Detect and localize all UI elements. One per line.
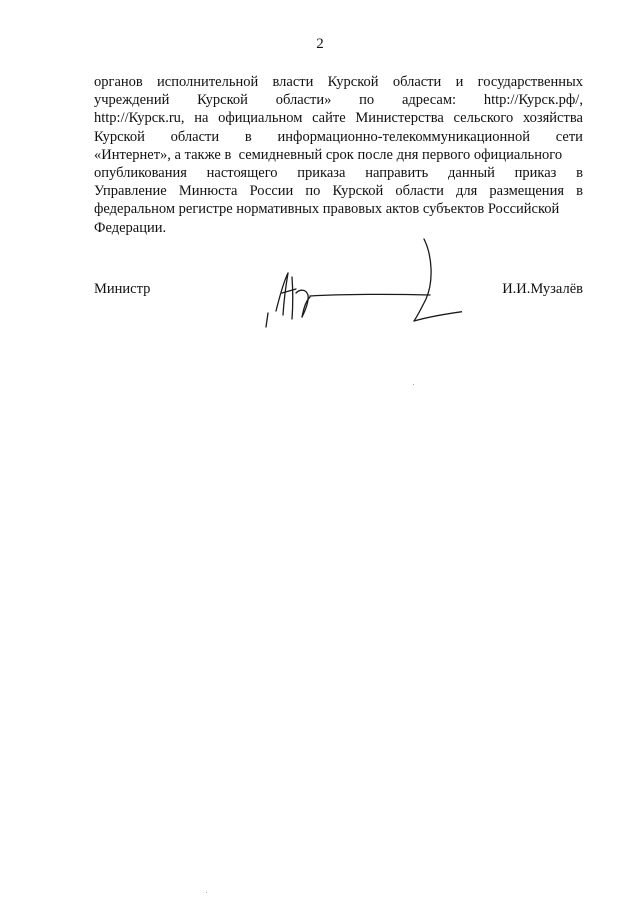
word: сайте xyxy=(312,110,346,127)
word: данный xyxy=(448,165,495,182)
word: http://Курск.рф/, xyxy=(483,92,583,109)
text-line-9: Федерации. xyxy=(94,219,167,236)
word: Курской xyxy=(327,74,379,90)
word: Министерства xyxy=(355,110,444,127)
word: по xyxy=(305,183,321,200)
word: размещения xyxy=(489,183,565,200)
word: Управление xyxy=(94,183,167,200)
word: области» xyxy=(275,92,332,109)
word: настоящего xyxy=(206,165,278,182)
text-line-1 xyxy=(94,73,583,91)
word: России xyxy=(249,183,294,200)
word: исполнительной xyxy=(157,74,259,90)
signatory-name: И.И.Музалёв xyxy=(502,281,583,297)
word: адресам: xyxy=(401,92,457,109)
word: по xyxy=(359,92,375,109)
word: официальном xyxy=(218,110,303,127)
word: в xyxy=(244,128,252,145)
word: Курской xyxy=(94,128,145,145)
word: Курской xyxy=(332,183,384,200)
word: на xyxy=(194,110,209,127)
signatory-title: Министр xyxy=(94,281,151,297)
word: опубликования xyxy=(94,165,187,182)
text-line-4 xyxy=(94,128,583,146)
word: органов xyxy=(94,74,143,90)
word: сети xyxy=(555,128,583,145)
scan-speck xyxy=(206,892,207,893)
word: http://Курск.ru, xyxy=(94,110,185,127)
page-number: 2 xyxy=(316,36,324,52)
word: в xyxy=(576,165,583,182)
word: Курской xyxy=(197,92,248,109)
text-line-6 xyxy=(94,164,583,182)
word: области xyxy=(395,183,444,200)
word: Минюста xyxy=(178,183,238,200)
word: в xyxy=(576,183,583,200)
body-paragraph xyxy=(94,73,583,237)
word: направить xyxy=(365,165,429,182)
word: для xyxy=(456,183,478,200)
scan-speck xyxy=(413,384,414,385)
word: власти xyxy=(272,74,314,90)
text-line-5: «Интернет», а также в семидневный срок после дня первого официального xyxy=(94,146,563,163)
word: области xyxy=(170,128,220,145)
text-line-7 xyxy=(94,182,583,200)
word: хозяйства xyxy=(522,110,583,127)
word: сельского xyxy=(453,110,514,127)
word: области xyxy=(392,74,442,90)
word: государственных xyxy=(477,74,583,90)
word: приказа xyxy=(297,165,346,182)
text-line-2 xyxy=(94,91,583,109)
handwritten-signature xyxy=(262,233,462,333)
word: приказ xyxy=(514,165,557,182)
text-line-3 xyxy=(94,109,583,127)
word: учреждений xyxy=(94,92,170,109)
text-line-8: федеральном регистре нормативных правовых актов субъектов Российской xyxy=(94,201,560,218)
word: и xyxy=(455,74,464,90)
word: информационно-телекоммуникационной xyxy=(277,128,531,145)
